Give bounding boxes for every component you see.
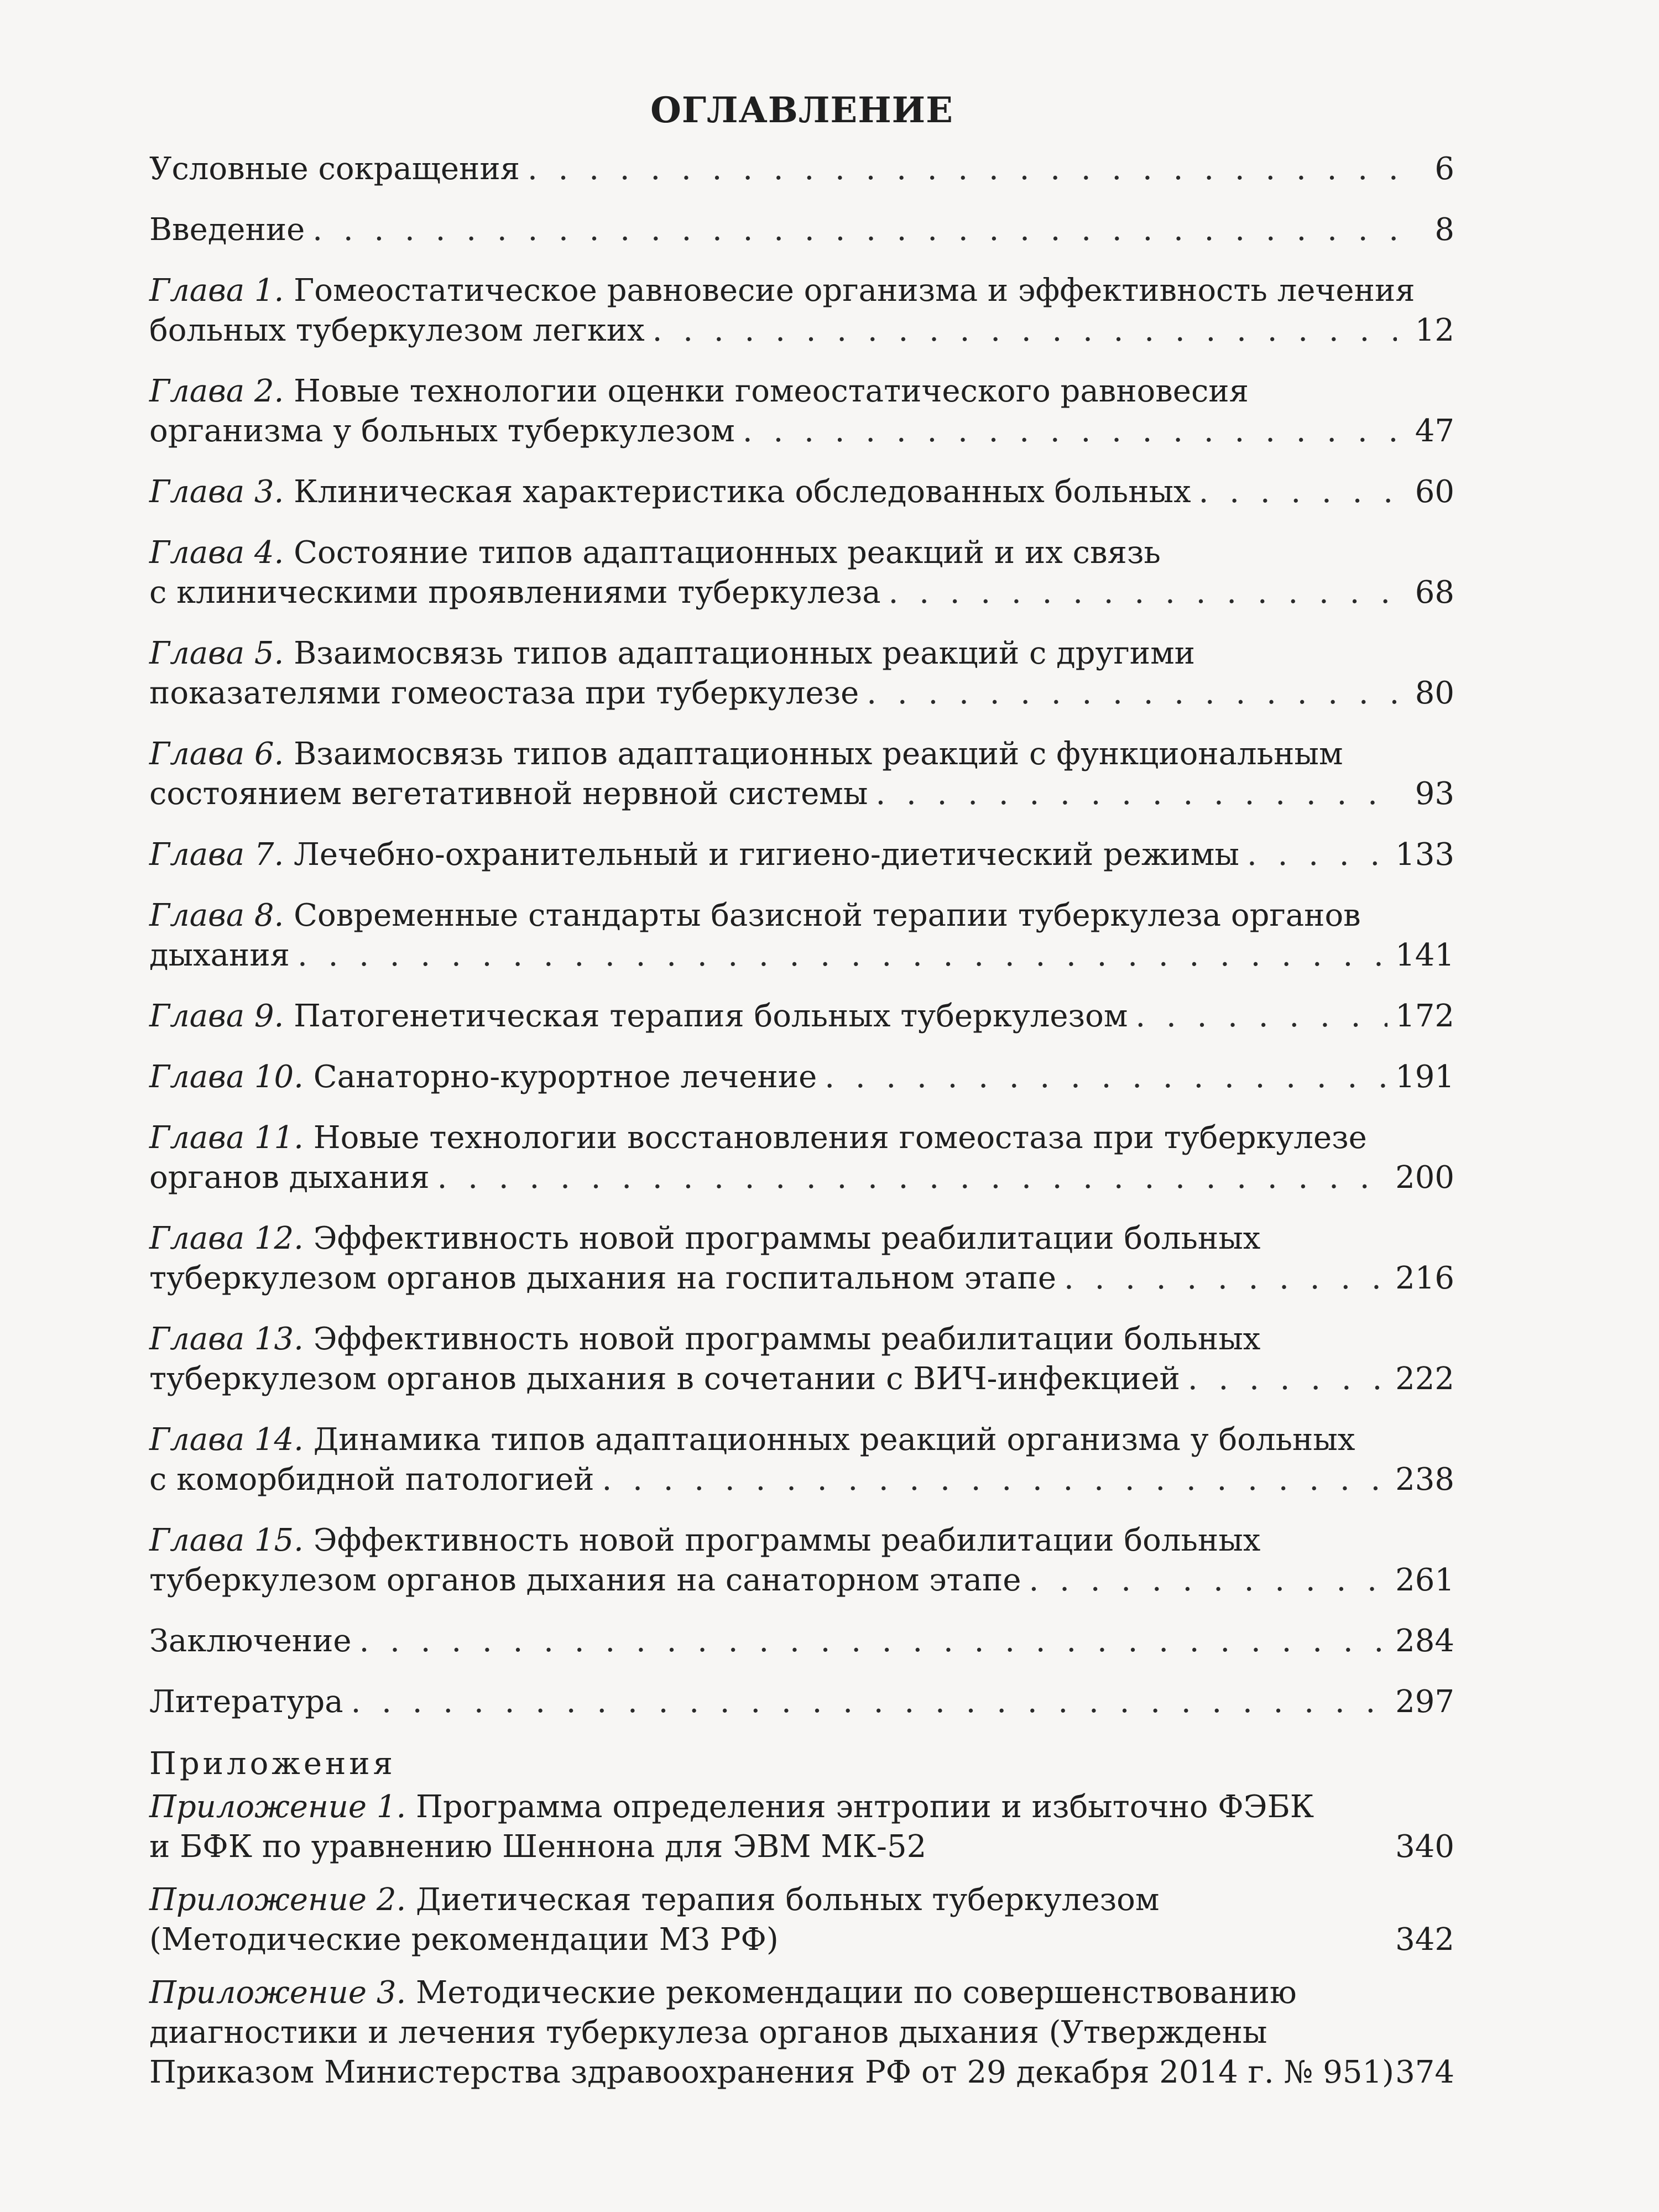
entries-text: Динамика типов адаптационных реакций организма у больных [303,1422,1355,1458]
page-number: 141 [1395,937,1454,973]
entries-prefix: Глава 4. [149,535,284,571]
entries-prefix: Глава 15. [149,1522,304,1558]
dot-leader [1029,1561,1387,1600]
dot-leader [743,411,1397,451]
appendices-item [149,1880,1454,1960]
appendices-text: Приказом Министерства здравоохранения РФ от 29 декабря 2014 г. № 951) [149,2054,1394,2090]
entries-item [149,1682,1454,1722]
entries-text: органов дыхания [149,1160,430,1196]
appendices-text: Диетическая терапия больных туберкулезом [406,1882,1160,1918]
entries-text: Современные стандарты базисной терапии туберкулеза органов [284,898,1361,933]
entries-text: Лечебно-охранительный и гигиено-диетический режимы [284,837,1239,873]
dot-leader [653,311,1397,351]
page-number: 6 [1434,151,1454,187]
entries-text: Санаторно-курортное лечение [303,1059,817,1095]
toc-entries [149,149,1454,1722]
entries-item [149,896,1454,975]
entries-text: организма у больных туберкулезом [149,413,735,449]
entries-item [149,1621,1454,1661]
appendices-prefix: Приложение 1. [149,1789,406,1825]
entries-item [149,997,1454,1036]
page-number: 200 [1395,1160,1454,1196]
page-number: 133 [1395,837,1454,873]
entries-item [149,149,1454,189]
entries-text: Литература [149,1684,343,1720]
entries-item [149,1420,1454,1500]
dot-leader [351,1682,1388,1722]
entries-text: Гомеостатическое равновесие организма и эффективность лечения [284,273,1415,309]
entries-prefix: Глава 3. [149,474,284,510]
entries-text: Новые технологии оценки гомеостатического равновесия [284,373,1249,409]
entries-text: Заключение [149,1623,352,1659]
dot-leader [1199,472,1397,512]
appendices-text: Программа определения энтропии и избыточно ФЭБК [406,1789,1314,1825]
dot-leader [298,936,1387,975]
appendix-heading: Приложения [149,1746,396,1782]
entries-prefix: Глава 1. [149,273,284,309]
page-number: 191 [1395,1059,1454,1095]
toc-page [149,88,1454,2106]
entries-text: Эффективность новой программы реабилитации больных [303,1522,1261,1558]
page-number: 12 [1415,312,1454,348]
entries-item [149,533,1454,613]
entries-prefix: Глава 14. [149,1422,304,1458]
dot-leader [602,1460,1388,1500]
appendices-text: и БФК по уравнению Шеннона для ЭВМ МК-52 [149,1829,927,1865]
entries-text: с клиническими проявлениями туберкулеза [149,575,881,611]
entries-item [149,372,1454,451]
entries-text: туберкулезом органов дыхания на санаторном этапе [149,1562,1021,1598]
entries-text: туберкулезом органов дыхания в сочетании с ВИЧ-инфекцией [149,1361,1180,1397]
entries-item [149,271,1454,351]
dot-leader [359,1621,1388,1661]
entries-prefix: Глава 9. [149,998,284,1034]
page-number: 222 [1395,1361,1454,1397]
entries-text: показателями гомеостаза при туберкулезе [149,675,859,711]
entries-prefix: Глава 7. [149,837,284,873]
entries-item [149,210,1454,250]
dot-leader [437,1158,1387,1198]
page-number: 216 [1395,1260,1454,1296]
page-number: 342 [1395,1922,1454,1958]
entries-text: Введение [149,212,305,248]
page-number: 340 [1395,1829,1454,1865]
appendices-text: диагностики и лечения туберкулеза органов дыхания (Утверждены [149,2015,1267,2051]
entries-text: больных туберкулезом легких [149,312,645,348]
entries-text: Патогенетическая терапия больных туберкулезом [284,998,1128,1034]
entries-prefix: Глава 10. [149,1059,304,1095]
dot-leader [875,774,1397,814]
dot-leader [867,674,1397,713]
dot-leader [889,573,1397,613]
appendices-text: (Методические рекомендации МЗ РФ) [149,1922,779,1958]
page-number: 284 [1395,1623,1454,1659]
page-number: 238 [1395,1462,1454,1498]
entries-prefix: Глава 13. [149,1321,304,1357]
entries-prefix: Глава 5. [149,635,284,671]
entries-text: с коморбидной патологией [149,1462,594,1498]
page-number: 47 [1415,413,1454,449]
entries-prefix: Глава 6. [149,736,284,772]
page-number: 80 [1415,675,1454,711]
entries-text: Взаимосвязь типов адаптационных реакций с функциональным [284,736,1343,772]
entries-item [149,1118,1454,1198]
page-number: 374 [1395,2054,1454,2090]
entries-item [149,634,1454,713]
entries-item [149,1057,1454,1097]
dot-leader [1135,997,1387,1036]
entries-item [149,1319,1454,1399]
page-number: 261 [1395,1562,1454,1598]
appendices-item [149,1787,1454,1867]
entries-text: Состояние типов адаптационных реакций и их связь [284,535,1161,571]
entries-text: туберкулезом органов дыхания на госпитальном этапе [149,1260,1056,1296]
entries-prefix: Глава 8. [149,898,284,933]
entries-item [149,1521,1454,1600]
dot-leader [1064,1259,1387,1298]
entries-prefix: Глава 12. [149,1220,304,1256]
appendices-prefix: Приложение 2. [149,1882,406,1918]
entries-prefix: Глава 2. [149,373,284,409]
entries-item [149,835,1454,875]
page-number: 8 [1434,212,1454,248]
page-number: 93 [1415,776,1454,812]
appendices-item [149,1973,1454,2093]
page-number: 297 [1395,1684,1454,1720]
entries-text: Эффективность новой программы реабилитации больных [303,1220,1261,1256]
entries-item [149,734,1454,814]
appendices-text: Методические рекомендации по совершенствованию [406,1975,1297,2011]
entries-text: Взаимосвязь типов адаптационных реакций с другими [284,635,1195,671]
entries-text: Эффективность новой программы реабилитации больных [303,1321,1261,1357]
appendix-entries [149,1787,1454,2093]
entries-prefix: Глава 11. [149,1120,304,1156]
entries-text: дыхания [149,937,290,973]
appendices-prefix: Приложение 3. [149,1975,406,2011]
entries-text: Клиническая характеристика обследованных больных [284,474,1191,510]
entries-text: Новые технологии восстановления гомеостаза при туберкулезе [303,1120,1367,1156]
dot-leader [1188,1359,1387,1399]
entries-item [149,472,1454,512]
page-number: 172 [1395,998,1454,1034]
page-number: 60 [1415,474,1454,510]
entries-text: состоянием вегетативной нервной системы [149,776,868,812]
toc-title: ОГЛАВЛЕНИЕ [650,90,953,131]
dot-leader [312,210,1397,250]
dot-leader [825,1057,1387,1097]
page-number: 68 [1415,575,1454,611]
dot-leader [1247,835,1387,875]
entries-item [149,1219,1454,1298]
entries-text: Условные сокращения [149,151,520,187]
dot-leader [528,149,1397,189]
